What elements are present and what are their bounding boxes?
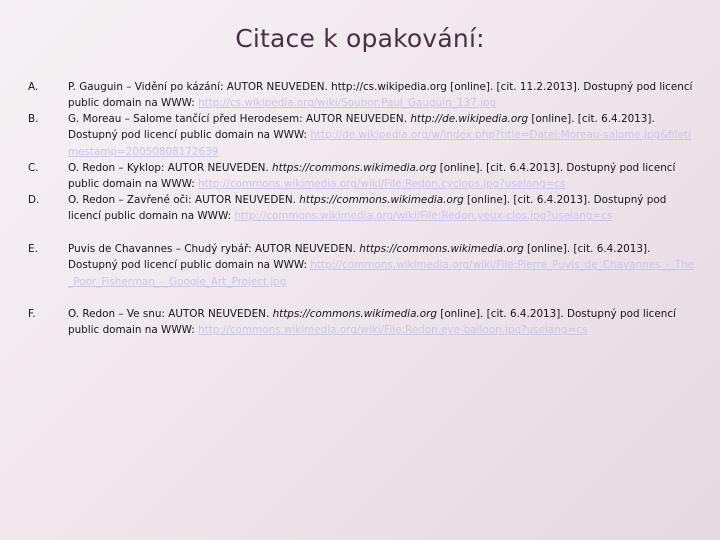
citation-item-d xyxy=(28,192,698,241)
citation-link[interactable]: http://commons.wikimedia.org/wiki/File:Redon.yeux-clos.jpg?uselang=cs xyxy=(234,210,613,223)
citation-source: https://commons.wikimedia.org xyxy=(272,162,437,174)
citation-body-rest: [online]. [cit. 6.4.2013]. Dostupný pod licencí public domain na WWW: xyxy=(68,113,655,142)
citation-letter: A. xyxy=(28,81,39,93)
citation-link[interactable]: http://commons.wikimedia.org/wiki/File:Redon.cyclops.jpg?uselang=cs xyxy=(198,178,566,191)
citation-body-rest: [online]. [cit. 6.4.2013]. Dostupný pod licencí public domain na WWW: xyxy=(68,194,667,223)
citation-text xyxy=(68,111,698,160)
citation-source: https://commons.wikimedia.org xyxy=(299,194,464,206)
citation-letter: C. xyxy=(28,162,39,174)
citation-text xyxy=(68,306,698,338)
citation-list xyxy=(28,79,698,338)
citation-link[interactable]: http://cs.wikipedia.org/wiki/Soubor:Paul_Gauguin_137.jpg xyxy=(198,97,497,110)
citation-letter: D. xyxy=(28,194,40,206)
citation-item-c xyxy=(28,160,698,192)
citation-body-rest: [online]. [cit. 6.4.2013]. Dostupný pod licencí public domain na WWW: xyxy=(68,243,651,272)
citation-body-rest: [online]. [cit. 6.4.2013]. Dostupný pod licencí public domain na WWW: xyxy=(68,162,676,191)
citation-text xyxy=(68,79,698,111)
citation-text xyxy=(68,241,698,306)
citation-text xyxy=(68,192,698,241)
citation-body: O. Redon – Zavřené oči: AUTOR NEUVEDEN. xyxy=(68,194,300,206)
citation-item-b xyxy=(28,111,698,160)
citation-item-e xyxy=(28,241,698,306)
citation-body: O. Redon – Kyklop: AUTOR NEUVEDEN. xyxy=(68,162,273,174)
citation-link[interactable]: http://de.wikipedia.org/w/index.php?title=Datei:Moreau-salome.jpg&filetimestamp=20050808172639 xyxy=(68,129,691,158)
citation-body: P. Gauguin – Vidění po kázání: AUTOR NEUVEDEN. http://cs.wikipedia.org [online]. [cit. 11.2.2013]. Dostupný pod licencí public domain na WWW: xyxy=(68,81,693,110)
citation-text xyxy=(68,160,698,192)
citation-source: https://commons.wikimedia.org xyxy=(359,243,524,255)
citation-item-f xyxy=(28,306,698,338)
citation-letter: E. xyxy=(28,243,38,255)
citation-source: http://de.wikipedia.org xyxy=(410,113,529,125)
citation-link[interactable]: http://commons.wikimedia.org/wiki/File:Pierre_Puvis_de_Chavannes_-_The_Poor_Fisherman_-_Google_Art_Project.jpg xyxy=(68,259,695,288)
citation-source: https://commons.wikimedia.org xyxy=(272,308,437,320)
citation-body: Puvis de Chavannes – Chudý rybář: AUTOR NEUVEDEN. xyxy=(68,243,360,255)
citation-body: G. Moreau – Salome tančící před Herodesem: AUTOR NEUVEDEN. xyxy=(68,113,411,125)
slide-title: Citace k opakování: xyxy=(235,24,485,53)
citation-link[interactable]: http://commons.wikimedia.org/wiki/File:Redon.eye-balloon.jpg?uselang=cs xyxy=(198,324,588,337)
citation-item-a xyxy=(28,79,698,111)
citation-body-rest: [online]. [cit. 6.4.2013]. Dostupný pod licencí public domain na WWW: xyxy=(68,308,676,337)
citation-body: O. Redon – Ve snu: AUTOR NEUVEDEN. xyxy=(68,308,273,320)
citation-letter: B. xyxy=(28,113,39,125)
citation-letter: F. xyxy=(28,308,36,320)
